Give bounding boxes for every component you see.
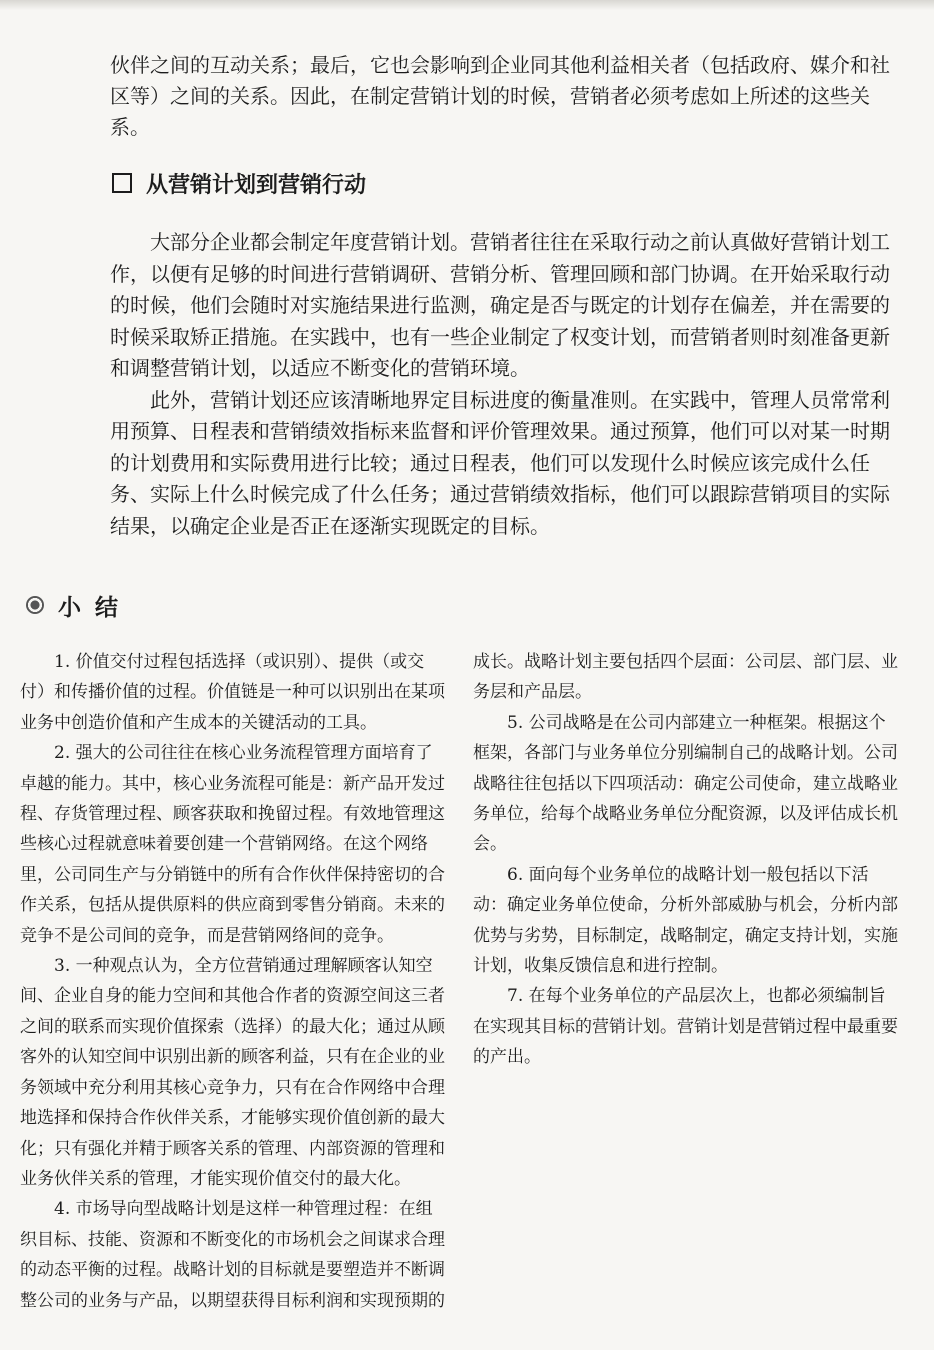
summary-item: 4. 市场导向型战略计划是这样一种管理过程：在组织目标、技能、资源和不断变化的市场机会之间谋求合理的动态平衡的过程。战略计划的目标就是要塑造并不断调整公司的业务与产品，以期望获得目标利润和实现预期的成长。战略计划主要包括四个层面：公司层、部门层、业务层和产品层。 [20,652,898,1311]
summary-item: 5. 公司战略是在公司内部建立一种框架。根据这个框架，各部门与业务单位分别编制自己的战略计划。公司战略往往包括以下四项活动：确定公司使命，建立战略业务单位，给每个战略业务单位分配资源，以及评估成长机会。 [473,712,898,855]
summary-item: 3. 一种观点认为，全方位营销通过理解顾客认知空间、企业自身的能力空间和其他合作者的资源空间这三者之间的联系而实现价值探索（选择）的最大化；通过从顾客外的认知空间中识别出新的顾客利益，只有在企业的业务领域中充分利用其核心竞争力，只有在合作网络中合理地选择和保持合作伙伴关系，才能够实现价值创新的最大化；只有强化并精于顾客关系的管理、内部资源的管理和业务伙伴关系的管理，才能实现价值交付的最大化。 [20,956,445,1189]
section-heading [112,168,366,198]
target-bullet-icon [26,596,44,614]
square-bullet-icon [112,173,132,193]
summary-heading [26,588,132,622]
summary-item: 1. 价值交付过程包括选择（或识别）、提供（或交付）和传播价值的过程。价值链是一种可以识别出在某项业务中创造价值和产生成本的关键活动的工具。 [20,652,445,733]
summary-heading-text: 小结 [58,594,132,621]
summary-item: 6. 面向每个业务单位的战略计划一般包括以下活动：确定业务单位使命，分析外部威胁与机会，分析内部优势与劣势，目标制定，战略制定，确定支持计划，实施计划，收集反馈信息和进行控制。 [473,864,898,977]
summary-list [20,647,900,1337]
continued-paragraph: 伙伴之间的互动关系；最后，它也会影响到企业同其他利益相关者（包括政府、媒介和社区等）之间的关系。因此，在制定营销计划的时候，营销者必须考虑如上所述的这些关系。 [110,53,890,139]
summary-item: 7. 在每个业务单位的产品层次上，也都必须编制旨在实现其目标的营销计划。营销计划是营销过程中最重要的产出。 [473,986,898,1068]
body-paragraph: 此外，营销计划还应该清晰地界定目标进度的衡量准则。在实践中，管理人员常常利用预算、日程表和营销绩效指标来监督和评价管理效果。通过预算，他们可以对某一时期的计划费用和实际费用进行比较；通过日程表，他们可以发现什么时候应该完成什么任务、实际上什么时候完成了什么任务；通过营销绩效指标，他们可以跟踪营销项目的实际结果，以确定企业是否正在逐渐实现既定的目标。 [110,387,890,538]
section-heading-text: 从营销计划到营销行动 [146,172,367,198]
page-top-shadow [0,0,934,10]
summary-item: 2. 强大的公司往往在核心业务流程管理方面培育了卓越的能力。其中，核心业务流程可能是：新产品开发过程、存货管理过程、顾客获取和挽留过程。有效地管理这些核心过程就意味着要创建一个营销网络。在这个网络里，公司同生产与分销链中的所有合作伙伴保持密切的合作关系，包括从提供原料的供应商到零售分销商。未来的竞争不是公司间的竞争，而是营销网络间的竞争。 [20,743,445,946]
body-paragraph: 大部分企业都会制定年度营销计划。营销者往往在采取行动之前认真做好营销计划工作，以便有足够的时间进行营销调研、营销分析、管理回顾和部门协调。在开始采取行动的时候，他们会随时对实施结果进行监测，确定是否与既定的计划存在偏差，并在需要的时候采取矫正措施。在实践中，也有一些企业制定了权变计划，而营销者则时刻准备更新和调整营销计划，以适应不断变化的营销环境。 [110,230,890,380]
section-body [110,227,900,542]
